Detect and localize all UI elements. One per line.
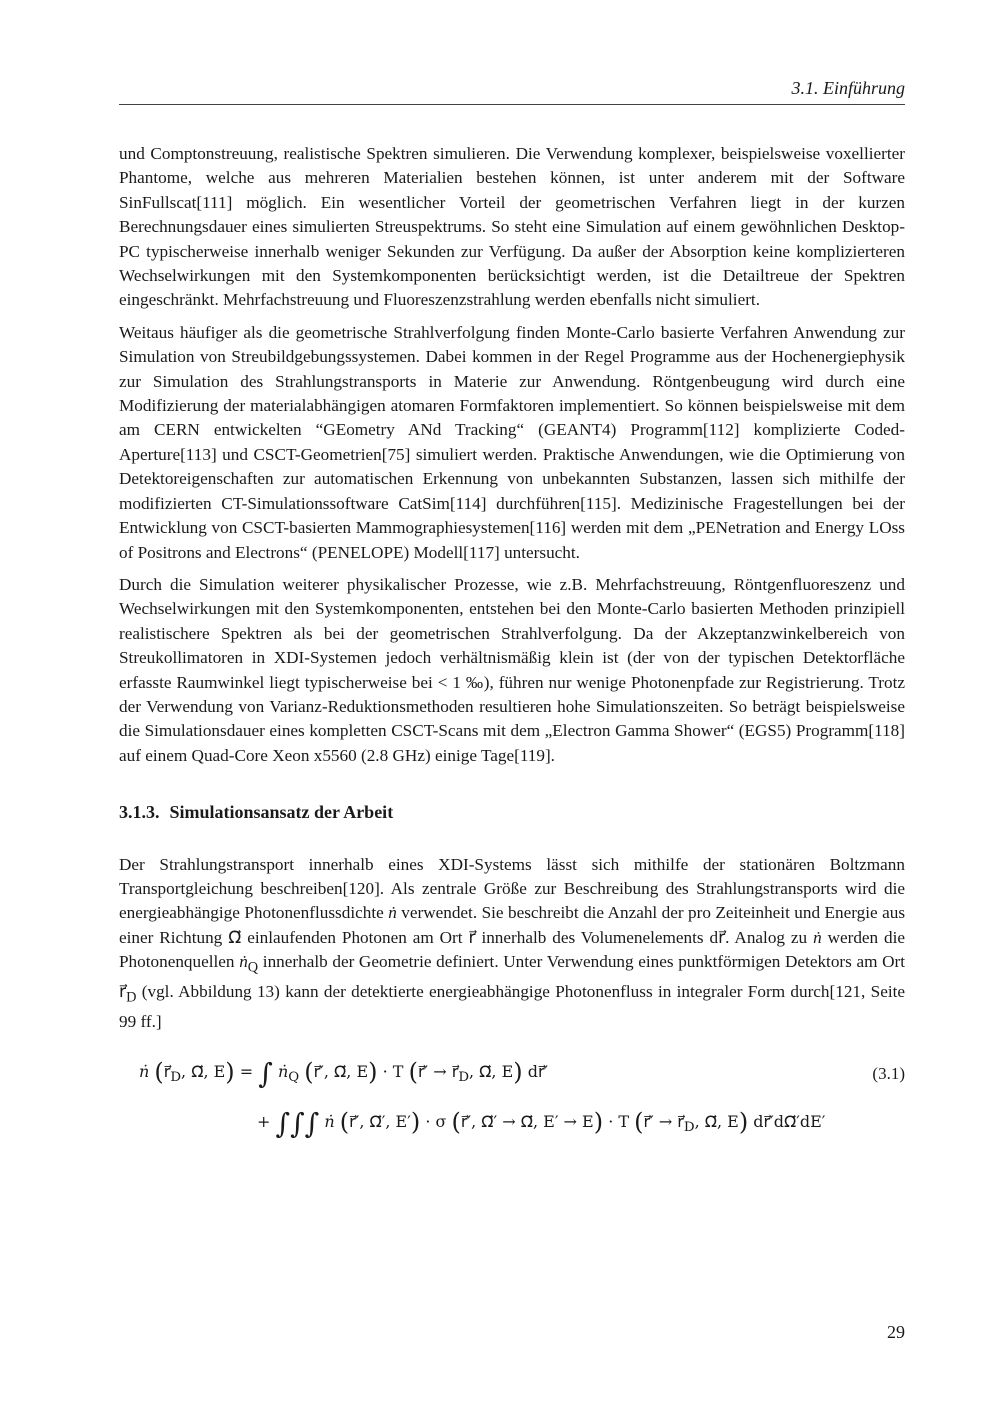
- symbol-n-dot: ṅ: [239, 952, 248, 972]
- text-run: innerhalb der Geometrie definiert. Unter Verwendung eines punktförmigen Detektors am Ort: [262, 952, 906, 972]
- equation-line-2: + ∫∫∫ ṅ (r⃗′, Ω⃗′, E′) · σ (r⃗′, Ω⃗′ → Ω⃗, E′ → E) · T (r⃗′ → $r⃗_D$, Ω⃗, E) dr⃗′dΩ⃗′dE′: [257, 1107, 826, 1141]
- eq-symbol: , Ω⃗, E: [181, 1062, 226, 1082]
- paragraph-1: und Comptonstreuung, realistische Spektren simulieren. Die Verwendung komplexer, beispielsweise voxellierter Phantome, welche aus mehreren Materialien bestehen können, ist unter anderem mit der Software SinFullscat[111] möglich. Ein wesentlicher Vorteil der geometrischen Verfahren liegt in der kurzen Berechnungsdauer eines simulierten Streuspektrums. So steht eine Simulation auf einem gewöhnlichen Desktop-PC typischerweise innerhalb weniger Sekunden zur Verfügung. Da außer der Absorption keine komplizierteren Wechselwirkungen mit den Systemkomponenten berücksichtigt werden, ist die Detailtreue der Spektren eingeschränkt. Mehrfachstreuung und Fluoreszenzstrahlung werden ebenfalls nicht simuliert.: [119, 144, 905, 310]
- eq-differential: dr⃗′dΩ⃗′dE′: [753, 1112, 826, 1132]
- paragraph-4: [119, 853, 905, 1035]
- eq-operator: ·: [425, 1112, 431, 1132]
- eq-symbol: r⃗: [163, 1062, 171, 1082]
- paragraph-2: Weitaus häufiger als die geometrische Strahlverfolgung finden Monte-Carlo basierte Verfahren Anwendung zur Simulation von Streubildgebungssystemen. Dabei kommen in der Regel Programme aus der Hochenergiephysik zur Simulation des Strahlungstransports in Materie zur Anwendung. Röntgenbeugung wird durch eine Modifizierung der materialabhängigen atomaren Formfaktoren implementiert. So können beispielsweise mit dem am CERN entwickelten “GEometry ANd Tracking“ (GEANT4) Programm[112] komplizierte Coded-Aperture[113] und CSCT-Geometrien[75] simuliert werden. Praktische Anwendungen, wie die Optimierung von Detektoreigenschaften zur automatischen Erkennung von unbekannten Substanzen, lassen sich mithilfe der modifizierten CT-Simulationssoftware CatSim[114] durchführen[115]. Medizinische Fragestellungen bei der Entwicklung von CSCT-basierten Mammographiesystemen[116] werden mit dem „PENetration and Energy LOss of Positrons and Electrons“ (PENELOPE) Modell[117] untersucht.: [119, 322, 905, 562]
- eq-symbol: r⃗′, Ω⃗, E: [313, 1062, 369, 1082]
- symbol-r: r⃗: [468, 927, 476, 947]
- text-run: einlaufenden Photonen am Ort: [247, 927, 463, 947]
- eq-subscript: Q: [288, 1070, 300, 1086]
- body-text: [119, 142, 905, 1152]
- text-run: verwendet. Sie beschreibt die Anzahl der pro Zeiteinheit und Energie aus einer Richtung: [119, 903, 906, 947]
- equation-3-1: [119, 1052, 905, 1152]
- eq-operator: ·: [382, 1062, 388, 1082]
- eq-subscript: D: [458, 1070, 469, 1086]
- eq-symbol: r⃗′ → r⃗: [643, 1112, 684, 1132]
- equation-number: (3.1): [872, 1064, 905, 1084]
- subscript-d: D: [126, 989, 137, 1006]
- eq-symbol: T: [392, 1062, 404, 1082]
- text-run: Der Strahlungstransport innerhalb eines XDI-Systems lässt sich mithilfe der stationären Boltzmann Transportgleichung beschreiben[120]. Als zentrale Größe zur Beschreibung des Strahlungstransports wird die energieabhängige Photonenflussdichte: [119, 854, 905, 923]
- eq-symbol: r⃗′, Ω⃗′ → Ω⃗, E′ → E: [460, 1112, 594, 1132]
- eq-operator: +: [257, 1112, 271, 1132]
- paragraph-3: Durch die Simulation weiterer physikalischer Prozesse, wie z.B. Mehrfachstreuung, Röntgenfluoreszenz und Wechselwirkungen mit den Systemkomponenten, entstehen bei den Monte-Carlo basierten Methoden prinzipiell realistischere Spektren als bei der geometrischen Strahlverfolgung. Da der Akzeptanzwinkelbereich von Streukollimatoren in XDI-Systemen jedoch verhältnismäßig klein ist (der von der typischen Detektorfläche erfasste Raumwinkel liegt typischerweise bei < 1 ‰), führen nur wenige Photonenpfade zur Registrierung. Trotz der Verwendung von Varianz-Reduktionsmethoden resultieren hohe Simulationszeiten. So beträgt beispielsweise die Simulationsdauer eines kompletten CSCT-Scans mit dem „Electron Gamma Shower“ (EGS5) Programm[118] auf einem Quad-Core Xeon x5560 (2.8 GHz) einige Tage[119].: [119, 574, 905, 765]
- header-rule: [119, 104, 905, 105]
- symbol-omega: Ω⃗: [228, 927, 242, 947]
- section-title: Simulationsansatz der Arbeit: [169, 802, 394, 823]
- text-run: werden die Photonenquellen: [119, 927, 906, 972]
- page-number: 29: [887, 1322, 905, 1342]
- equation-line-1: ṅ ($r⃗_D$, Ω⃗, E) = ∫ ṅ$_Q$ (r⃗′, Ω⃗, E) · T (r⃗′ → $r⃗_D$, Ω⃗, E) dr⃗′: [139, 1057, 549, 1091]
- section-number: 3.1.3.: [119, 802, 160, 823]
- symbol-n-dot: ṅ: [388, 903, 397, 923]
- eq-symbol: ṅ: [139, 1062, 150, 1082]
- eq-symbol: σ: [435, 1112, 447, 1132]
- eq-symbol: , Ω⃗, E: [469, 1062, 514, 1082]
- eq-symbol: , Ω⃗, E: [694, 1112, 739, 1132]
- eq-differential: dr⃗′: [527, 1062, 549, 1082]
- symbol-n-dot: ṅ: [813, 927, 822, 947]
- eq-operator: ·: [608, 1112, 614, 1132]
- eq-symbol: T: [618, 1112, 630, 1132]
- section-heading: [119, 800, 905, 824]
- integral-sign: ∫: [258, 1057, 273, 1091]
- text-run: (vgl. Abbildung 13) kann der detektierte energieabhängige Photonenfluss in integraler Form durch[121, Seite 99 ff.]: [119, 982, 905, 1031]
- integral-sign: ∫∫∫: [275, 1107, 320, 1141]
- subscript-q: Q: [247, 959, 259, 976]
- eq-subscript: D: [170, 1070, 182, 1086]
- eq-symbol: ṅ: [277, 1062, 289, 1082]
- eq-symbol: r⃗′ → r⃗: [417, 1062, 459, 1082]
- eq-symbol: r⃗′, Ω⃗′, E′: [349, 1112, 411, 1132]
- eq-operator: =: [239, 1062, 254, 1082]
- running-header: 3.1. Einführung: [791, 78, 905, 98]
- eq-symbol: ṅ: [324, 1112, 335, 1132]
- symbol-r: r⃗: [718, 927, 726, 947]
- symbol-r: r⃗: [119, 982, 127, 1002]
- text-run: innerhalb des Volumenelements d: [481, 927, 719, 947]
- text-run: . Analog zu: [725, 927, 808, 947]
- eq-subscript: D: [683, 1120, 695, 1136]
